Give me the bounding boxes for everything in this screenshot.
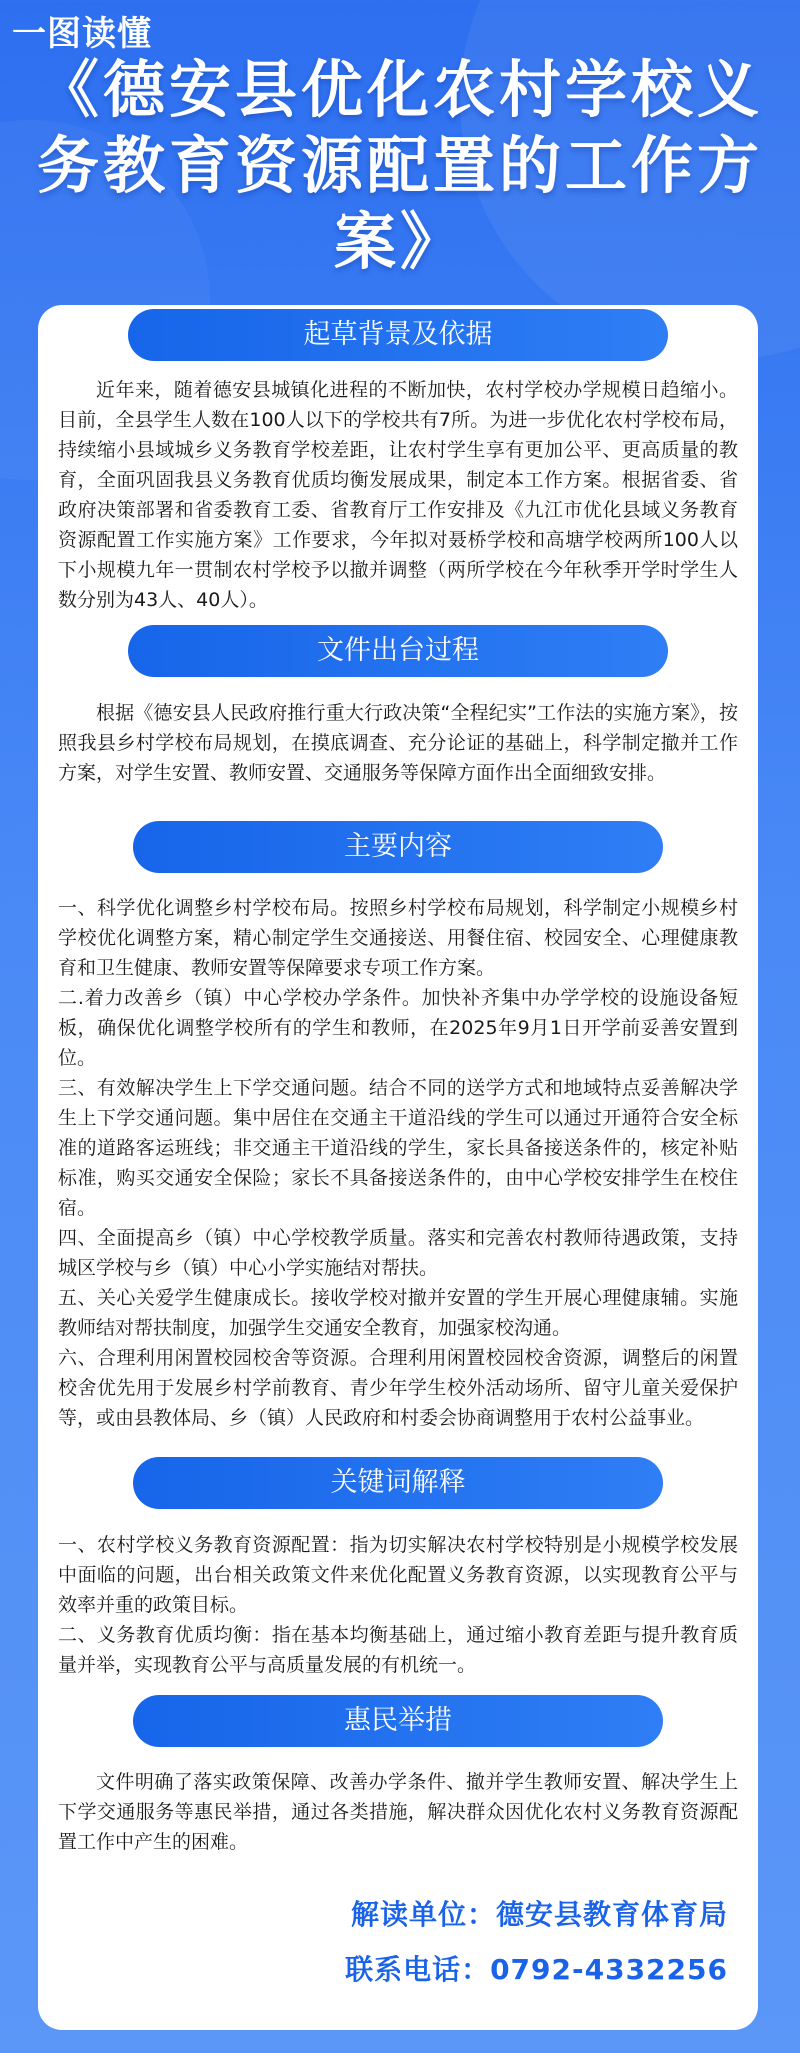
section-paragraph-process: 根据《德安县人民政府推行重大行政决策“全程纪实”工作法的实施方案》，按照我县乡村学校布局规划，在摸底调查、充分论证的基础上，科学制定撤并工作方案，对学生安置、教师安置、交通服务等保障方面作出全面细致安排。 xyxy=(58,702,738,784)
section-heading-process: 文件出台过程 xyxy=(128,625,668,677)
list-item: 一、科学优化调整乡村学校布局。按照乡村学校布局规划，科学制定小规模乡村学校优化调整方案，精心制定学生交通接送、用餐住宿、校园安全、心理健康教育和卫生健康、教师安置等保障要求专项工作方案。 xyxy=(58,897,738,979)
list-item: 二、义务教育优质均衡：指在基本均衡基础上，通过缩小教育差距与提升教育质量并举，实现教育公平与高质量发展的有机统一。 xyxy=(58,1624,738,1676)
section-heading-keywords: 关键词解释 xyxy=(133,1457,663,1509)
header-tag: 一图读懂 xyxy=(12,14,152,54)
section-heading-background: 起草背景及依据 xyxy=(128,309,668,361)
list-item: 四、全面提高乡（镇）中心学校教学质量。落实和完善农村教师待遇政策，支持城区学校与乡（镇）中心小学实施结对帮扶。 xyxy=(58,1227,738,1279)
section-list-main-content xyxy=(58,893,738,1433)
page-title: 《德安县优化农村学校义务教育资源配置的工作方案》 xyxy=(36,53,763,278)
list-item: 三、有效解决学生上下学交通问题。结合不同的送学方式和地域特点妥善解决学生上下学交通问题。集中居住在交通主干道沿线的学生可以通过开通符合安全标准的道路客运班线；非交通主干道沿线的学生，家长具备接送条件的，核定补贴标准，购买交通安全保险；家长不具备接送条件的，由中心学校安排学生在校住宿。 xyxy=(58,1077,738,1219)
contact-phone: 联系电话：0792-4332256 xyxy=(345,1953,728,1986)
section-paragraph-benefits: 文件明确了落实政策保障、改善办学条件、撤并学生教师安置、解决学生上下学交通服务等惠民举措，通过各类措施，解决群众因优化农村义务教育资源配置工作中产生的困难。 xyxy=(58,1771,738,1853)
list-item: 五、关心关爱学生健康成长。接收学校对撤并安置的学生开展心理健康辅。实施教师结对帮扶制度，加强学生交通安全教育，加强家校沟通。 xyxy=(58,1287,738,1339)
section-list-keywords xyxy=(58,1530,738,1680)
section-paragraph-background: 近年来，随着德安县城镇化进程的不断加快，农村学校办学规模日趋缩小。目前，全县学生人数在100人以下的学校共有7所。为进一步优化农村学校布局，持续缩小县域城乡义务教育学校差距，让农村学生享有更加公平、更高质量的教育，全面巩固我县义务教育优质均衡发展成果，制定本工作方案。根据省委、省政府决策部署和省委教育工委、省教育厅工作安排及《九江市优化县域义务教育资源配置工作实施方案》工作要求，今年拟对聂桥学校和高塘学校两所100人以下小规模九年一贯制农村学校予以撤并调整（两所学校在今年秋季开学时学生人数分别为43人、40人）。 xyxy=(58,379,738,611)
content-card xyxy=(38,305,758,2030)
list-item: 二.着力改善乡（镇）中心学校办学条件。加快补齐集中办学学校的设施设备短板，确保优化调整学校所有的学生和教师，在2025年9月1日开学前妥善安置到位。 xyxy=(58,987,738,1069)
list-item: 六、合理利用闲置校园校舍等资源。合理利用闲置校园校舍资源，调整后的闲置校舍优先用于发展乡村学前教育、青少年学生校外活动场所、留守儿童关爱保护等，或由县教体局、乡（镇）人民政府和村委会协商调整用于农村公益事业。 xyxy=(58,1347,738,1429)
list-item: 一、农村学校义务教育资源配置：指为切实解决农村学校特别是小规模学校发展中面临的问题，出台相关政策文件来优化配置义务教育资源，以实现教育公平与效率并重的政策目标。 xyxy=(58,1534,738,1616)
section-heading-main-content: 主要内容 xyxy=(133,821,663,873)
interpreting-unit: 解读单位：德安县教育体育局 xyxy=(350,1898,728,1931)
section-heading-benefits: 惠民举措 xyxy=(133,1695,663,1747)
